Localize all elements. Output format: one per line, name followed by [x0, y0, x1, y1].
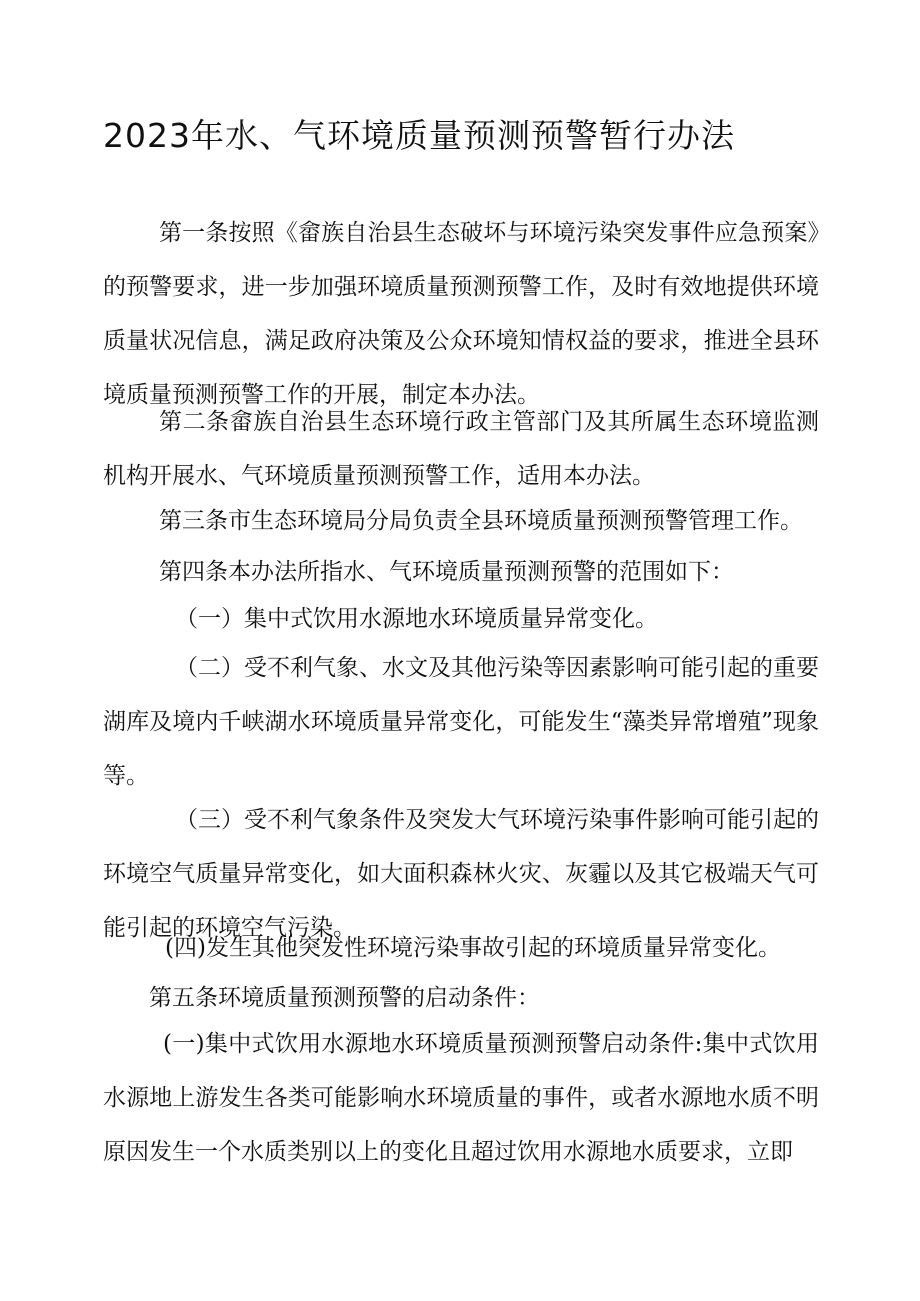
paragraph-item-2: （二）受不利气象、水文及其他污染等因素影响可能引起的重要湖库及境内千峡湖水环境质量异常变化，可能发生“藻类异常增殖”现象等。	[103, 655, 819, 789]
paragraph-article-2: 第二条畲族自治县生态环境行政主管部门及其所属生态环境监测机构开展水、气环境质量预测预警工作，适用本办法。	[103, 409, 819, 489]
paragraph-item-1: （一）集中式饮用水源地水环境质量异常变化。	[175, 606, 658, 632]
paragraph-article-4: 第四条本办法所指水、气环境质量预测预警的范围如下：	[159, 559, 734, 585]
paragraph-article-5: 第五条环境质量预测预警的启动条件：	[149, 985, 540, 1011]
paragraph-article-5-item-1: (一)集中式饮用水源地水环境质量预测预警启动条件:集中式饮用水源地上游发生各类可能影响水环境质量的事件，或者水源地水质不明原因发生一个水质类别以上的变化且超过饮用水源地水质要求，立即	[103, 1031, 819, 1165]
paragraph-article-3: 第三条市生态环境局分局负责全县环境质量预测预警管理工作。	[159, 508, 803, 534]
paragraph-item-4: (四)发生其他突发性环境污染事故引起的环境质量异常变化。	[165, 935, 781, 961]
paragraph-article-1: 第一条按照《畲族自治县生态破坏与环境污染突发事件应急预案》的预警要求，进一步加强环境质量预测预警工作，及时有效地提供环境质量状况信息，满足政府决策及公众环境知情权益的要求，推进全县环境质量预测预警工作的开展，制定本办法。	[103, 220, 819, 408]
document-title: 2023年水、气环境质量预测预警暂行办法	[103, 116, 735, 155]
paragraph-item-3: （三）受不利气象条件及突发大气环境污染事件影响可能引起的环境空气质量异常变化，如大面积森林火灾、灰霾以及其它极端天气可能引起的环境空气污染。	[103, 807, 819, 941]
